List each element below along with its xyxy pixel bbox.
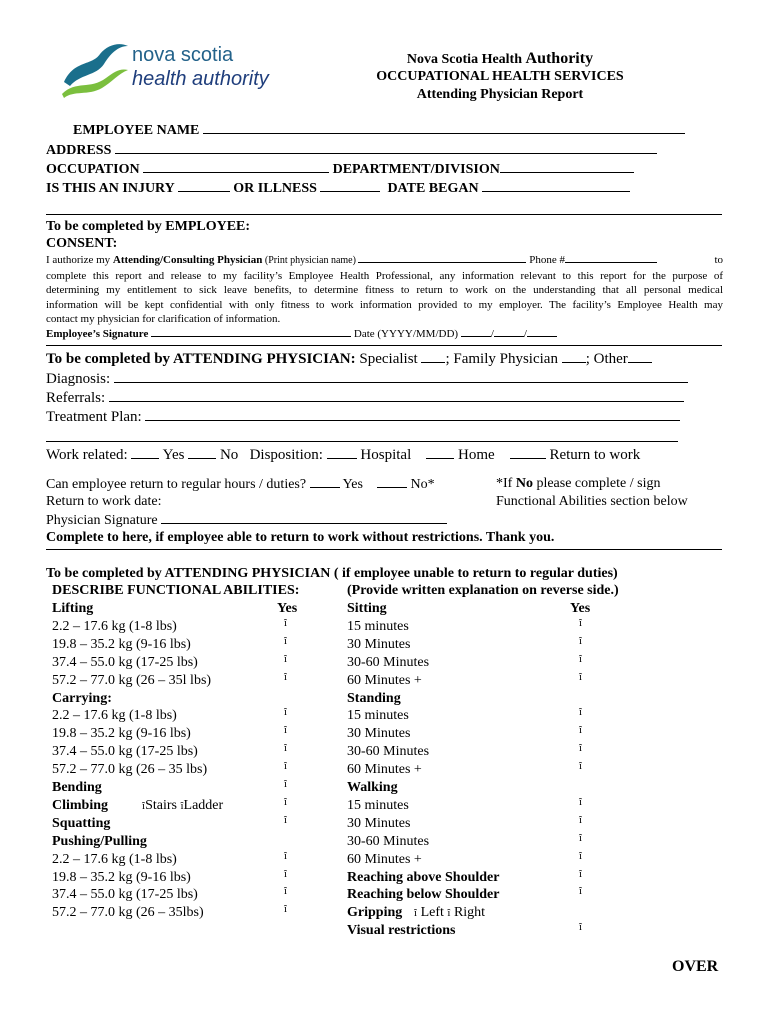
employee-date-label: Date (YYYY/MM/DD) bbox=[351, 327, 461, 340]
employee-name-field[interactable] bbox=[203, 122, 685, 134]
referrals-field[interactable] bbox=[109, 390, 684, 402]
if-no-a: *If bbox=[496, 476, 516, 491]
right-checkbox[interactable]: ȋ bbox=[579, 813, 583, 826]
address-label: ADDRESS bbox=[46, 143, 112, 158]
consent-text bbox=[46, 253, 723, 342]
diagnosis-field[interactable] bbox=[114, 371, 688, 383]
ladder-label: Ladder bbox=[183, 797, 224, 813]
phone-field[interactable] bbox=[565, 253, 657, 263]
left-item: 19.8 – 35.2 kg (9-16 lbs) bbox=[52, 869, 191, 885]
header-line3: Attending Physician Report bbox=[416, 87, 584, 102]
right-checkbox[interactable]: ȋ bbox=[579, 706, 583, 719]
physician-signature-row bbox=[46, 512, 447, 529]
left-checkbox[interactable]: ȋ bbox=[284, 742, 288, 755]
work-related-label: Work related: bbox=[46, 447, 132, 463]
left-yes-header: Yes bbox=[277, 601, 298, 616]
right-checkbox[interactable]: ȋ bbox=[579, 831, 583, 844]
left-item: 2.2 – 17.6 kg (1-8 lbs) bbox=[52, 708, 177, 724]
physician-heading-row bbox=[46, 351, 652, 368]
consent-p1-a: I authorize my bbox=[46, 254, 113, 266]
right-item: Gripping bbox=[347, 905, 403, 921]
physician-section-heading: To be completed by ATTENDING PHYSICIAN: bbox=[46, 351, 356, 367]
left-item: 37.4 – 55.0 kg (17-25 lbs) bbox=[52, 744, 198, 760]
right-item: 60 Minutes + bbox=[347, 672, 422, 688]
logo bbox=[52, 36, 269, 108]
divider-2 bbox=[46, 345, 722, 346]
can-return-yes-field[interactable] bbox=[310, 476, 340, 488]
left-item: Bending bbox=[52, 780, 102, 795]
functional-heading bbox=[46, 566, 618, 582]
department-label: DEPARTMENT/DIVISION bbox=[332, 162, 500, 177]
left-item: Pushing/Pulling bbox=[52, 833, 147, 849]
logo-line1: nova scotia bbox=[132, 44, 234, 66]
consent-line1 bbox=[46, 253, 723, 269]
treatment-label: Treatment Plan: bbox=[46, 409, 146, 425]
divider-1 bbox=[46, 214, 722, 215]
right-item: Visual restrictions bbox=[347, 923, 456, 939]
employee-name-row bbox=[73, 122, 685, 139]
right-item: 30-60 Minutes bbox=[347, 833, 430, 849]
illness-field[interactable] bbox=[320, 180, 380, 192]
right-item: 30 Minutes bbox=[347, 726, 411, 742]
logo-line2: health authority bbox=[132, 68, 269, 90]
referrals-row bbox=[46, 390, 684, 407]
treatment-line-2[interactable] bbox=[46, 441, 678, 442]
if-no-note bbox=[496, 476, 660, 492]
work-related-row bbox=[46, 447, 640, 464]
right-item: 15 minutes bbox=[347, 708, 409, 724]
return-date-label: Return to work date: bbox=[46, 494, 162, 509]
stairs-label: Stairs bbox=[145, 797, 181, 813]
right-item: 30-60 Minutes bbox=[347, 744, 430, 760]
consent-p1-c: (Print physician name) bbox=[262, 255, 359, 266]
right-checkbox[interactable]: ȋ bbox=[579, 921, 583, 934]
over-label: OVER bbox=[672, 958, 719, 975]
date-began-field[interactable] bbox=[482, 180, 630, 192]
functional-heading-b: ( if employee unable to return to regular duties) bbox=[330, 566, 618, 581]
right-checkbox[interactable]: ȋ bbox=[579, 670, 583, 683]
right-item: Reaching below Shoulder bbox=[347, 887, 500, 903]
work-related-yes-field[interactable] bbox=[131, 447, 159, 459]
right-item: 15 minutes bbox=[347, 797, 409, 813]
left-checkbox[interactable]: ȋ bbox=[284, 616, 288, 629]
injury-field[interactable] bbox=[178, 180, 230, 192]
injury-row bbox=[46, 180, 630, 197]
left-item: 19.8 – 35.2 kg (9-16 lbs) bbox=[52, 636, 191, 652]
hospital-field[interactable] bbox=[327, 447, 357, 459]
referrals-label: Referrals: bbox=[46, 390, 109, 406]
left-item: Squatting bbox=[52, 815, 111, 831]
diagnosis-row bbox=[46, 371, 688, 388]
logo-wave-icon bbox=[60, 40, 130, 102]
employee-section-heading: To be completed by EMPLOYEE: bbox=[46, 219, 251, 234]
address-field[interactable] bbox=[115, 142, 657, 154]
left-checkbox[interactable]: ȋ bbox=[284, 849, 288, 862]
other-label: ; Other bbox=[585, 351, 628, 367]
date-day-field[interactable] bbox=[527, 327, 557, 337]
employee-signature-row bbox=[46, 327, 723, 342]
left-checkbox[interactable]: ȋ bbox=[284, 867, 288, 880]
specialist-field[interactable] bbox=[421, 351, 445, 363]
right-item: 15 minutes bbox=[347, 618, 409, 634]
right-item: Reaching above Shoulder bbox=[347, 869, 500, 885]
work-related-no: No bbox=[216, 447, 239, 463]
left-checkbox[interactable]: ȋ bbox=[284, 795, 288, 808]
left-item: 57.2 – 77.0 kg (26 – 35l lbs) bbox=[52, 672, 212, 688]
return-to-work-field[interactable] bbox=[510, 447, 546, 459]
left-checkbox[interactable]: ȋ bbox=[284, 903, 288, 916]
consent-p1-e: to bbox=[714, 254, 723, 266]
describe-heading: DESCRIBE FUNCTIONAL ABILITIES: bbox=[52, 583, 300, 598]
family-physician-field[interactable] bbox=[562, 351, 586, 363]
left-checkbox[interactable]: ȋ bbox=[284, 760, 288, 773]
if-no-c: please complete / sign bbox=[532, 476, 661, 491]
gripping-options bbox=[414, 905, 485, 921]
right-checkbox[interactable]: ȋ bbox=[579, 742, 583, 755]
grip-left-label: Left bbox=[417, 905, 448, 921]
left-item: Carrying: bbox=[52, 690, 112, 706]
right-checkbox[interactable]: ȋ bbox=[579, 849, 583, 862]
functional-heading-a: To be completed by ATTENDING PHYSICIAN bbox=[46, 566, 331, 581]
left-item: Lifting bbox=[52, 601, 94, 616]
consent-p1-d: Phone # bbox=[526, 254, 565, 266]
grip-left-checkbox[interactable]: ȋ bbox=[414, 907, 418, 920]
right-item: 30 Minutes bbox=[347, 636, 411, 652]
right-item: 30-60 Minutes bbox=[347, 654, 430, 670]
hospital-label: Hospital bbox=[356, 447, 412, 463]
right-yes-header: Yes bbox=[570, 601, 591, 616]
right-checkbox[interactable]: ȋ bbox=[579, 795, 583, 808]
right-checkbox[interactable]: ȋ bbox=[579, 616, 583, 629]
date-began-label: DATE BEGAN bbox=[387, 181, 479, 196]
complete-note: Complete to here, if employee able to return to work without restrictions. Thank you. bbox=[46, 530, 555, 545]
return-to-work-label: Return to work bbox=[545, 447, 641, 463]
left-item: 2.2 – 17.6 kg (1-8 lbs) bbox=[52, 851, 177, 867]
date-sep-2: / bbox=[523, 327, 527, 340]
date-month-field[interactable] bbox=[494, 327, 524, 337]
other-field[interactable] bbox=[628, 351, 652, 363]
occupation-row bbox=[46, 161, 634, 178]
employee-signature-field[interactable] bbox=[151, 327, 351, 337]
treatment-row bbox=[46, 409, 680, 426]
illness-label: OR ILLNESS bbox=[233, 181, 317, 196]
can-return-label: Can employee return to regular hours / duties? bbox=[46, 477, 310, 492]
left-item: 57.2 – 77.0 kg (26 – 35 lbs) bbox=[52, 762, 208, 778]
left-item: Climbing bbox=[52, 797, 109, 813]
right-item: Sitting bbox=[347, 601, 387, 616]
left-checkbox[interactable]: ȋ bbox=[284, 813, 288, 826]
stairs-checkbox[interactable]: ȋ bbox=[142, 799, 146, 812]
header-line1 bbox=[380, 50, 620, 68]
right-checkbox[interactable]: ȋ bbox=[579, 724, 583, 737]
right-checkbox[interactable]: ȋ bbox=[579, 867, 583, 880]
right-item: 30 Minutes bbox=[347, 815, 411, 831]
consent-p1-b: Attending/Consulting Physician bbox=[112, 254, 263, 266]
consent-line4: information will be kept confidential with only fitness to work information provided to my employer. The facility’s Employee Health may bbox=[46, 298, 723, 311]
right-item: Standing bbox=[347, 690, 401, 706]
header-line1-emph: Authority bbox=[525, 50, 594, 67]
right-item: Walking bbox=[347, 780, 398, 795]
right-item: 60 Minutes + bbox=[347, 762, 422, 778]
can-return-no: No* bbox=[406, 477, 435, 492]
left-checkbox[interactable]: ȋ bbox=[284, 652, 288, 665]
injury-label: IS THIS AN INJURY bbox=[46, 181, 175, 196]
grip-right-label: Right bbox=[450, 905, 486, 921]
right-checkbox[interactable]: ȋ bbox=[579, 652, 583, 665]
right-checkbox[interactable]: ȋ bbox=[579, 760, 583, 773]
employee-name-label: EMPLOYEE NAME bbox=[73, 123, 200, 138]
date-year-field[interactable] bbox=[461, 327, 491, 337]
grip-right-checkbox[interactable]: ȋ bbox=[447, 907, 451, 920]
left-checkbox[interactable]: ȋ bbox=[284, 778, 288, 790]
physician-name-field[interactable] bbox=[358, 253, 526, 263]
can-return-row bbox=[46, 476, 435, 493]
physician-signature-label: Physician Signature bbox=[46, 513, 162, 528]
consent-line2: complete this report and release to my facility’s Employee Health Professional, any information relevant to this report for the purpose of bbox=[46, 269, 723, 282]
left-checkbox[interactable]: ȋ bbox=[284, 670, 288, 683]
left-item: 2.2 – 17.6 kg (1-8 lbs) bbox=[52, 618, 177, 634]
work-related-yes: Yes bbox=[159, 447, 189, 463]
right-checkbox[interactable]: ȋ bbox=[579, 634, 583, 647]
left-checkbox[interactable]: ȋ bbox=[284, 724, 288, 737]
occupation-field[interactable] bbox=[143, 161, 329, 173]
consent-heading: CONSENT: bbox=[46, 236, 118, 251]
department-field[interactable] bbox=[500, 161, 634, 173]
consent-line5: contact my physician for clarification of information. bbox=[46, 313, 281, 326]
can-return-yes: Yes bbox=[339, 477, 363, 492]
physician-signature-field[interactable] bbox=[161, 512, 447, 524]
written-explanation: (Provide written explanation on reverse side.) bbox=[347, 583, 619, 598]
header-line2: OCCUPATIONAL HEALTH SERVICES bbox=[376, 69, 624, 84]
family-physician-label: ; Family Physician bbox=[445, 351, 562, 367]
consent-line3: determining my entitlement to sick leave benefits, to determine fitness to return to work on the understanding that all personal medical bbox=[46, 284, 723, 297]
header-line1-prefix: Nova Scotia Health bbox=[406, 52, 526, 67]
left-item: 57.2 – 77.0 kg (26 – 35lbs) bbox=[52, 905, 204, 921]
left-checkbox[interactable]: ȋ bbox=[284, 706, 288, 719]
left-item: 19.8 – 35.2 kg (9-16 lbs) bbox=[52, 726, 191, 742]
right-item: 60 Minutes + bbox=[347, 851, 422, 867]
date-sep-1: / bbox=[490, 327, 494, 340]
address-row bbox=[46, 142, 657, 159]
diagnosis-label: Diagnosis: bbox=[46, 371, 114, 387]
left-checkbox[interactable]: ȋ bbox=[284, 885, 288, 898]
left-item: 37.4 – 55.0 kg (17-25 lbs) bbox=[52, 887, 198, 903]
climbing-options bbox=[142, 798, 223, 814]
home-label: Home bbox=[454, 447, 495, 463]
left-item: 37.4 – 55.0 kg (17-25 lbs) bbox=[52, 654, 198, 670]
treatment-field[interactable] bbox=[145, 409, 680, 421]
employee-signature-label: Employee’s Signature bbox=[46, 327, 149, 340]
work-related-no-field[interactable] bbox=[188, 447, 216, 459]
specialist-label: Specialist bbox=[355, 351, 422, 367]
right-checkbox[interactable]: ȋ bbox=[579, 885, 583, 898]
ladder-checkbox[interactable]: ȋ bbox=[180, 799, 184, 812]
divider-3 bbox=[46, 549, 722, 550]
occupation-label: OCCUPATION bbox=[46, 162, 140, 177]
if-no-line2: Functional Abilities section below bbox=[496, 494, 688, 509]
if-no-b: No bbox=[515, 476, 533, 491]
disposition-label: Disposition: bbox=[249, 447, 327, 463]
home-field[interactable] bbox=[426, 447, 454, 459]
can-return-no-field[interactable] bbox=[377, 476, 407, 488]
left-checkbox[interactable]: ȋ bbox=[284, 634, 288, 647]
